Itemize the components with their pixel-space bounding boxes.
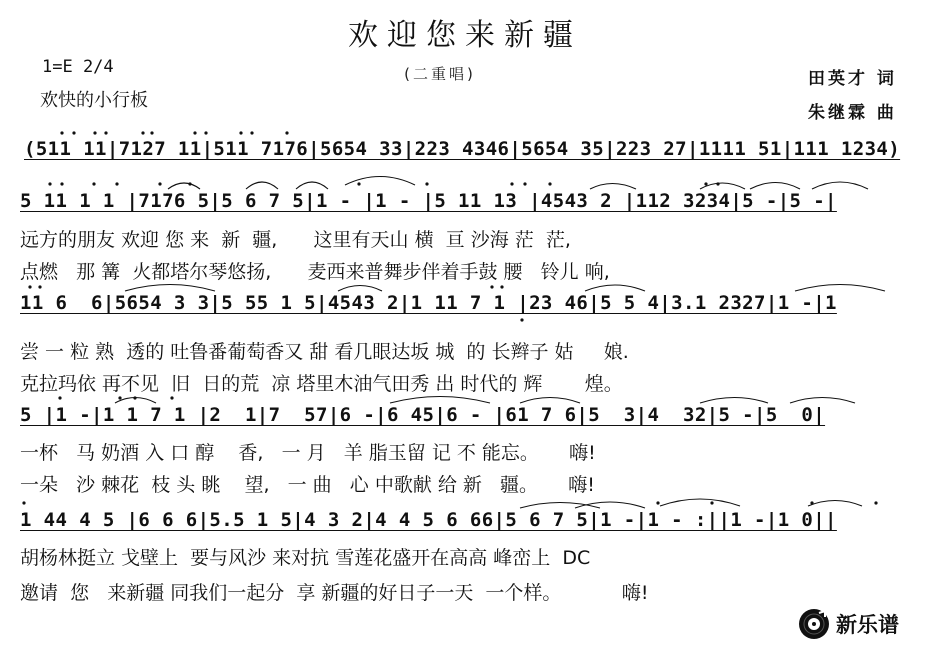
lyric-line-3b: 一朵 沙 棘花 枝 头 眺 望, 一 曲 心 中歌献 给 新 疆。 嗨! xyxy=(20,474,595,496)
music-line-1: 5 11 1 1 |7176 5|5 6 7 5|1 - |1 - |5 11 13 |4543 2 |112 3234|5 -|5 -| xyxy=(20,190,837,212)
lyric-line-4a: 胡杨林挺立 戈壁上 要与风沙 来对抗 雪莲花盛开在高高 峰峦上 DC xyxy=(20,547,591,569)
lyric-line-4b: 邀请 您 来新疆 同我们一起分 享 新疆的好日子一天 一个样。 嗨! xyxy=(20,582,649,604)
song-title: 欢迎您来新疆 xyxy=(348,18,582,53)
music-line-2: 11 6 6|5654 3 3|5 55 1 5|4543 2|1 11 7 1 |23 46|5 5 4|3.1 2327|1 -|1 xyxy=(20,292,837,314)
lyric-line-2a: 尝 一 粒 熟 透的 吐鲁番葡萄香又 甜 看几眼达坂 城 的 长辫子 姑 娘. xyxy=(20,341,629,363)
key-signature: 1=E 2/4 xyxy=(42,57,114,77)
music-line-3: 5 |1 -|1 1 7 1 |2 1|7 57|6 -|6 45|6 - |61 7 6|5 3|4 32|5 -|5 0| xyxy=(20,404,826,426)
composer-credit: 朱继霖 曲 xyxy=(808,103,897,123)
tempo-marking: 欢快的小行板 xyxy=(40,90,148,111)
music-line-intro: (511 11|7127 11|511 7176|5654 33|223 4346|5654 35|223 27|1111 51|111 1234) xyxy=(24,138,901,160)
site-logo[interactable] xyxy=(798,608,899,640)
lyric-line-3a: 一杯 马 奶酒 入 口 醇 香, 一 月 羊 脂玉留 记 不 能忘。 嗨! xyxy=(20,442,596,464)
lyric-line-1a: 远方的朋友 欢迎 您 来 新 疆, 这里有天山 横 亘 沙海 茫 茫, xyxy=(20,229,571,251)
logo-text: 新乐谱 xyxy=(836,613,899,637)
vinyl-record-icon xyxy=(798,608,830,640)
lyric-line-2b: 克拉玛依 再不见 旧 日的荒 凉 塔里木油气田秀 出 时代的 辉 煌。 xyxy=(20,373,623,395)
song-subtitle: (二重唱) xyxy=(404,65,476,83)
lyricist-credit: 田英才 词 xyxy=(808,69,897,89)
lyric-line-1b: 点燃 那 篝 火都塔尔琴悠扬, 麦西来普舞步伴着手鼓 腰 铃儿 响, xyxy=(20,261,610,283)
music-line-4: 1 44 4 5 |6 6 6|5.5 1 5|4 3 2|4 4 5 6 66|5 6 7 5|1 -|1 - :||1 -|1 0|| xyxy=(20,509,837,531)
